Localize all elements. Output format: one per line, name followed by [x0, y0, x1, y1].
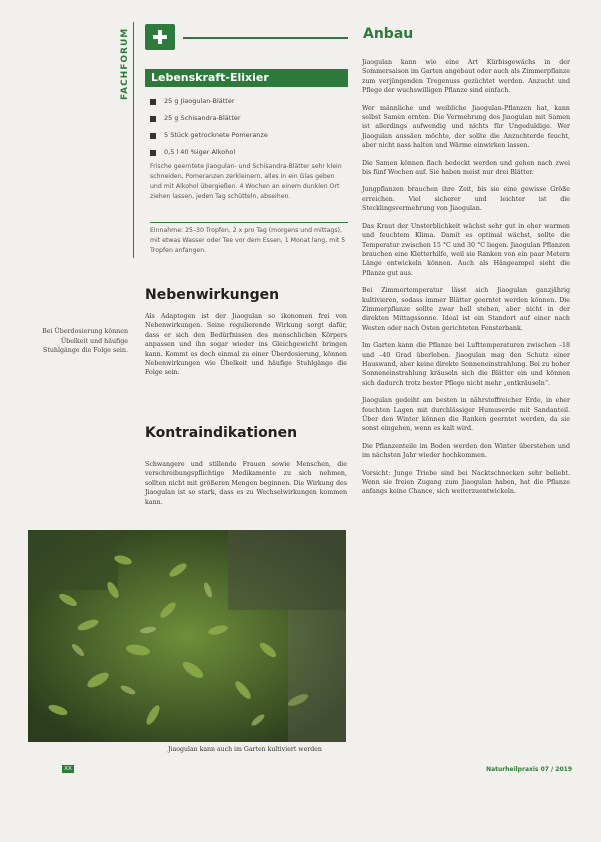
cultivation-paragraph: Jiaogulan gedeiht am besten in nährstoffreicher Erde, in eher feuchten Lagen mit durchlässiger Humuserde mit Sandanteil. Über den Winter können die Ranken geerntet werden, da sie sonst eingehen, wenn es kalt wird.	[362, 397, 570, 433]
side-effects-text: Als Adaptogen ist der Jiaogulan so ikonomen frei von Nebenwirkungen. Seine regulierende Wirkung sorgt dafür, dass er sich den Bedürfnissen des menschlichen Körpers anpassen und ihn sogar wieder ins Gleichgewicht bringen kann. Kommt es doch einmal zu einer Überdosierung, können Nebenwirkungen wie Übelkeit und häufige Stuhlgänge die Folge sein.	[145, 313, 347, 377]
publication-footer: Naturheilpraxis 07 / 2019	[486, 766, 572, 773]
cultivation-paragraph: Wer männliche und weibliche Jiaogulan-Pflanzen hat, kann selbst Samen ernten. Die Vermehrung des Jiaogulan mit Samen ist allerdings aufwendig und nichts für Ungeduldige. Wer Jiaogulan aussäen möchte, der sollte die Anzuchterde feucht, aber nicht nass halten und Wärme einwirken lassen.	[362, 104, 570, 150]
ingredient-item: 5 Stück getrocknete Pomeranze	[150, 127, 348, 144]
cultivation-paragraph: Im Garten kann die Pflanze bei Lufttemperaturen zwischen –18 und –40 Grad überleben. Jiaogulan mag den Schutz einer Hauswand, aber keine direkte Sonneneinstrahlung. Bei zu hoher Sonneneinstrahlung kräuseln sich die Blätter ein und können sich dadurch trotz bester Pflege nicht mehr „entkräuseln“.	[362, 342, 570, 387]
heading-rule	[183, 37, 348, 39]
recipe-title: Lebenskraft-Elixier	[145, 69, 348, 87]
cultivation-paragraph: Bei Zimmertemperatur lässt sich Jiaogulan ganzjährig kultivieren, sodass immer Blätter geerntet werden können. Die Zimmerpflanze sollte zwar hell stehen, aber nicht in der direkten Mittagssonne. Ideal ist ein Standort auf einer nach Westen oder nach Osten gerichteten Fensterbank.	[362, 287, 570, 332]
recipe-dosage: Einnahme: 25–30 Tropfen, 2 x pro Tag (morgens und mittags), mit etwas Wasser oder Tee vor dem Essen, 1 Monat lang, mit 5 Tropfen anfangen.	[150, 227, 346, 254]
plant-photo	[28, 530, 346, 742]
cultivation-paragraph: Jungpflanzen brauchen ihre Zeit, bis sie eine gewisse Größe erreichen. Viel sicherer und leichter ist die Stecklingsvermehrung von Jiaogulan.	[362, 186, 570, 213]
ingredient-item: 25 g Jiaogulan-Blätter	[150, 93, 348, 110]
recipe-divider	[150, 222, 348, 223]
cultivation-paragraph: Vorsicht: Junge Triebe sind bei Nacktschnecken sehr beliebt. Wenn sie freien Zugang zum Jiaogulan haben, hat die Pflanze anfangs keine Chance, sich weiterzuentwickeln.	[362, 469, 570, 496]
cultivation-body	[362, 58, 570, 505]
contraindications-text: Schwangere und stillende Frauen sowie Menschen, die verschreibungspflichtige Medikamente zu sich nehmen, sollten nicht mit größeren Mengen beginnen. Die Wirkung des Jiaogulan ist so stark, dass es zu Wechselwirkungen kommen kann.	[145, 461, 347, 506]
cultivation-paragraph: Das Kraut der Unsterblichkeit wächst sehr gut in eher warmen und feuchtem Klima. Damit es optimal wächst, sollte die Temperatur zwischen 15 °C und 30 °C liegen. Jiaogulan Pflanzen brauchen eine Kletterhilfe, weil sie Ranken von ein paar Metern Länge entwickeln können. Auch als Hängeampel sieht die Pflanze gut aus.	[362, 222, 570, 277]
section-divider	[133, 22, 134, 258]
cultivation-paragraph: Die Pflanzenteile im Boden werden den Winter überstehen und im nächsten Jahr wieder hochkommen.	[362, 442, 570, 460]
contraindications-heading: Kontraindikationen	[145, 425, 298, 441]
recipe-preparation: Frische geerntete Jiaogulan- und Schisandra-Blätter sehr klein schneiden, Pomeranzen zerkleinern, alles in ein Glas geben und mit Alkohol übergießen. 4 Wochen an einem dunklen Ort ziehen lassen, jeden Tag schütteln, abseihen.	[150, 163, 342, 200]
cultivation-heading: Anbau	[363, 26, 414, 42]
plus-icon	[145, 24, 175, 50]
ingredient-item: 0,5 l 40 %iger Alkohol	[150, 144, 348, 161]
ingredient-list	[150, 93, 348, 161]
photo-caption: Jiaogulan kann auch im Garten kultiviert werden	[168, 746, 322, 753]
cultivation-paragraph: Jiaogulan kann wie eine Art Kürbisgewächs in der Sommersaison im Garten angebaut oder auch als Zimmerpflanze zum verjüngenden Tregenuss gezüchtet werden. Anzucht und Pflege der wuchswilligen Pflanze sind einfach.	[362, 59, 571, 95]
page-number: XX	[62, 765, 74, 773]
side-effects-heading: Nebenwirkungen	[145, 287, 280, 303]
ingredient-item: 25 g Schisandra-Blätter	[150, 110, 348, 127]
margin-note: Bei Überdosierung können Übelkeit und häufige Stuhlgänge die Folge sein.	[42, 328, 128, 354]
section-label: FACHFORUM	[120, 27, 130, 100]
cultivation-paragraph: Die Samen können flach bedeckt werden und gehen nach zwei bis fünf Wochen auf. Sie haben meist nur drei Blätter.	[362, 159, 570, 177]
